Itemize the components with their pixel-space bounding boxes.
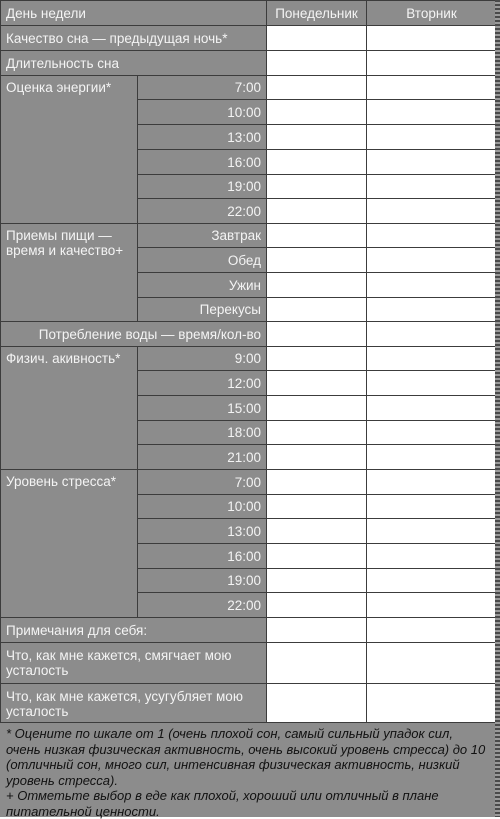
activity-time: 18:00: [138, 421, 267, 445]
monday-cell[interactable]: [267, 51, 367, 76]
monday-cell[interactable]: [267, 125, 367, 150]
tuesday-cell[interactable]: [367, 224, 497, 248]
stress-row: [1, 470, 497, 495]
meal-item: Завтрак: [138, 224, 267, 248]
monday-cell[interactable]: [267, 544, 367, 569]
monday-cell[interactable]: [267, 470, 367, 495]
tuesday-cell[interactable]: [367, 273, 497, 298]
monday-cell[interactable]: [267, 684, 367, 724]
monday-cell[interactable]: [267, 298, 367, 322]
monday-cell[interactable]: [267, 347, 367, 371]
tuesday-cell[interactable]: [367, 371, 497, 396]
activity-row: [1, 347, 497, 371]
tuesday-cell[interactable]: [367, 684, 497, 724]
activity-time: 9:00: [138, 347, 267, 371]
tuesday-cell[interactable]: [367, 593, 497, 618]
tuesday-cell[interactable]: [367, 421, 497, 445]
monday-cell[interactable]: [267, 643, 367, 684]
energy-time: 7:00: [138, 76, 267, 100]
food-footnote: + Отметьте выбор в еде как плохой, хороший или отличный в плане питательной ценности.: [6, 788, 439, 819]
tuesday-cell[interactable]: [367, 470, 497, 495]
header-row: [1, 1, 497, 26]
stress-time: 19:00: [138, 569, 267, 593]
monday-cell[interactable]: [267, 519, 367, 544]
monday-cell[interactable]: [267, 199, 367, 224]
eases-fatigue-label: Что, как мне кажется, смягчает мою усталость: [1, 643, 267, 684]
tuesday-cell[interactable]: [367, 298, 497, 322]
tuesday-cell[interactable]: [367, 643, 497, 684]
notes-row: [1, 618, 497, 643]
monday-cell[interactable]: [267, 150, 367, 175]
meal-item: Ужин: [138, 273, 267, 298]
eases-row: [1, 643, 497, 684]
monday-cell[interactable]: [267, 569, 367, 593]
worsens-row: [1, 684, 497, 724]
tuesday-cell[interactable]: [367, 26, 497, 51]
sleep-duration-label: Длительность сна: [1, 51, 267, 76]
monday-cell[interactable]: [267, 224, 367, 248]
tuesday-cell[interactable]: [367, 396, 497, 421]
water-row: [1, 322, 497, 347]
energy-label: Оценка энергии*: [1, 76, 138, 224]
stress-time: 16:00: [138, 544, 267, 569]
tuesday-cell[interactable]: [367, 519, 497, 544]
meals-label: Приемы пищи — время и качество+: [1, 224, 138, 322]
monday-cell[interactable]: [267, 248, 367, 273]
tuesday-cell[interactable]: [367, 544, 497, 569]
energy-time: 10:00: [138, 100, 267, 125]
stress-label: Уровень стресса*: [1, 470, 138, 618]
tuesday-cell[interactable]: [367, 100, 497, 125]
monday-cell[interactable]: [267, 371, 367, 396]
tuesday-cell[interactable]: [367, 248, 497, 273]
activity-time: 12:00: [138, 371, 267, 396]
tuesday-cell[interactable]: [367, 618, 497, 643]
meal-item: Обед: [138, 248, 267, 273]
monday-cell[interactable]: [267, 593, 367, 618]
monday-cell[interactable]: [267, 445, 367, 470]
meal-item: Перекусы: [138, 298, 267, 322]
sleep-quality-row: [1, 26, 497, 51]
tuesday-cell[interactable]: [367, 150, 497, 175]
tuesday-cell[interactable]: [367, 347, 497, 371]
tuesday-cell[interactable]: [367, 445, 497, 470]
water-label: Потребление воды — время/кол-во: [1, 322, 267, 347]
activity-label: Физич. акивность*: [1, 347, 138, 470]
tuesday-cell[interactable]: [367, 76, 497, 100]
rating-footnote: * Оцените по шкале от 1 (очень плохой сон, самый сильный упадок сил, очень низкая физическая активность, очень высокий уровень стресса) до 10 (отличный сон, много сил, интенсивная физическая активность, низкий уровень стресса).: [6, 726, 486, 788]
monday-cell[interactable]: [267, 495, 367, 519]
monday-cell[interactable]: [267, 26, 367, 51]
monday-cell[interactable]: [267, 100, 367, 125]
energy-time: 22:00: [138, 199, 267, 224]
monday-cell[interactable]: [267, 396, 367, 421]
tuesday-cell[interactable]: [367, 199, 497, 224]
tuesday-cell[interactable]: [367, 125, 497, 150]
tuesday-cell[interactable]: [367, 495, 497, 519]
sleep-duration-row: [1, 51, 497, 76]
monday-cell[interactable]: [267, 421, 367, 445]
tuesday-cell[interactable]: [367, 322, 497, 347]
meals-row: [1, 224, 497, 248]
monday-cell[interactable]: [267, 273, 367, 298]
activity-time: 15:00: [138, 396, 267, 421]
stress-time: 22:00: [138, 593, 267, 618]
tuesday-cell[interactable]: [367, 51, 497, 76]
tuesday-header: Вторник: [367, 1, 497, 26]
energy-time: 19:00: [138, 175, 267, 199]
energy-row: [1, 76, 497, 100]
monday-cell[interactable]: [267, 618, 367, 643]
torn-page-edge: [495, 0, 500, 817]
sleep-quality-label: Качество сна — предыдущая ночь*: [1, 26, 267, 51]
monday-cell[interactable]: [267, 322, 367, 347]
energy-time: 16:00: [138, 150, 267, 175]
tuesday-cell[interactable]: [367, 175, 497, 199]
stress-time: 10:00: [138, 495, 267, 519]
monday-header: Понедельник: [267, 1, 367, 26]
energy-time: 13:00: [138, 125, 267, 150]
day-of-week-label: День недели: [1, 1, 267, 26]
stress-time: 7:00: [138, 470, 267, 495]
activity-time: 21:00: [138, 445, 267, 470]
monday-cell[interactable]: [267, 76, 367, 100]
monday-cell[interactable]: [267, 175, 367, 199]
worsens-fatigue-label: Что, как мне кажется, усугубляет мою усталость: [1, 684, 267, 724]
stress-time: 13:00: [138, 519, 267, 544]
notes-label: Примечания для себя:: [1, 618, 267, 643]
footnotes: [0, 722, 496, 817]
tuesday-cell[interactable]: [367, 569, 497, 593]
